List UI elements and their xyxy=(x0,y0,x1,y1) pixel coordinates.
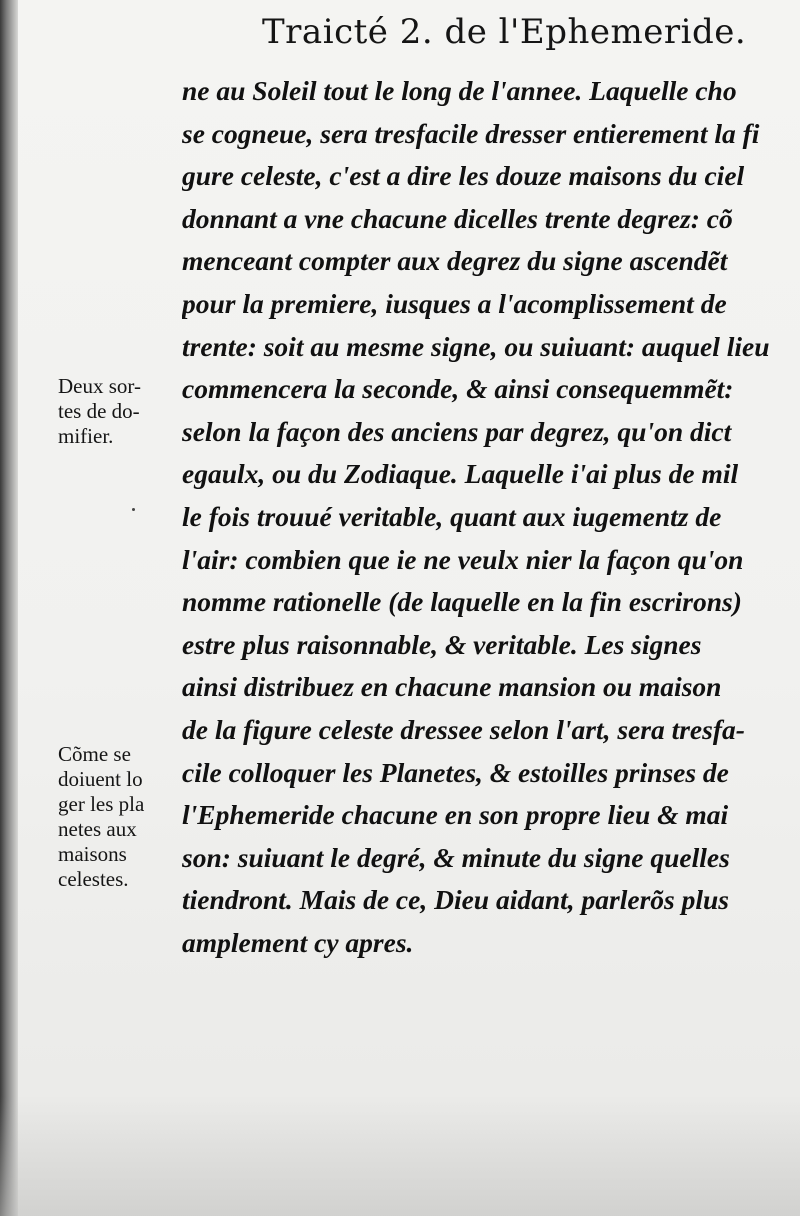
margin-note-line: Cõme se xyxy=(58,742,131,766)
body-line: trente: soit au mesme signe, ou suiuant: auquel lieu xyxy=(182,330,770,362)
body-line: nomme rationelle (de laquelle en la fin escrirons) xyxy=(182,586,742,618)
margin-note-planetes xyxy=(58,742,178,892)
body-line: donnant a vne chacune dicelles trente degrez: cõ xyxy=(182,202,733,234)
body-line: son: suiuant le degré, & minute du signe quelles xyxy=(182,841,730,873)
body-line: le fois trouué veritable, quant aux iugementz de xyxy=(182,500,722,532)
body-line: selon la façon des anciens par degrez, qu'on dict xyxy=(182,415,732,447)
margin-note-line: tes de do- xyxy=(58,399,140,423)
page-bottom-shade xyxy=(0,1096,800,1216)
margin-note-line: netes aux xyxy=(58,817,137,841)
margin-note-line: ger les pla xyxy=(58,792,145,816)
ink-speck xyxy=(132,508,135,511)
margin-note-line: Deux sor- xyxy=(58,374,141,398)
body-line: se cogneue, sera tresfacile dresser entierement la fi xyxy=(182,117,760,149)
body-line: ne au Soleil tout le long de l'annee. Laquelle cho xyxy=(182,75,737,106)
body-line: l'Ephemeride chacune en son propre lieu & mai xyxy=(182,799,729,831)
running-head: Traicté 2. de l'Ephemeride. xyxy=(262,12,747,52)
margin-note-line: maisons xyxy=(58,842,127,866)
body-text xyxy=(182,70,782,964)
body-line: gure celeste, c'est a dire les douze maisons du ciel xyxy=(182,160,745,192)
body-line: l'air: combien que ie ne veulx nier la façon qu'on xyxy=(182,543,744,575)
body-line: menceant compter aux degrez du signe ascendẽt xyxy=(182,245,728,277)
body-line: tiendront. Mais de ce, Dieu aidant, parlerõs plus xyxy=(182,884,729,916)
body-line: pour la premiere, iusques a l'acomplissement de xyxy=(182,287,727,319)
body-line: de la figure celeste dressee selon l'art, sera tresfa- xyxy=(182,713,745,745)
body-line: amplement cy apres. xyxy=(182,926,414,958)
margin-note-line: celestes. xyxy=(58,867,129,891)
margin-note-line: doiuent lo xyxy=(58,767,143,791)
body-line: cile colloquer les Planetes, & estoilles prinses de xyxy=(182,756,729,788)
margin-note-domifier xyxy=(58,374,178,449)
page-gutter-shadow xyxy=(0,0,18,1216)
body-line: egaulx, ou du Zodiaque. Laquelle i'ai plus de mil xyxy=(182,458,739,490)
body-line: ainsi distribuez en chacune mansion ou maison xyxy=(182,671,722,703)
body-line: estre plus raisonnable, & veritable. Les signes xyxy=(182,628,702,660)
margin-note-line: mifier. xyxy=(58,424,114,448)
body-line: commencera la seconde, & ainsi consequemmẽt: xyxy=(182,373,734,405)
